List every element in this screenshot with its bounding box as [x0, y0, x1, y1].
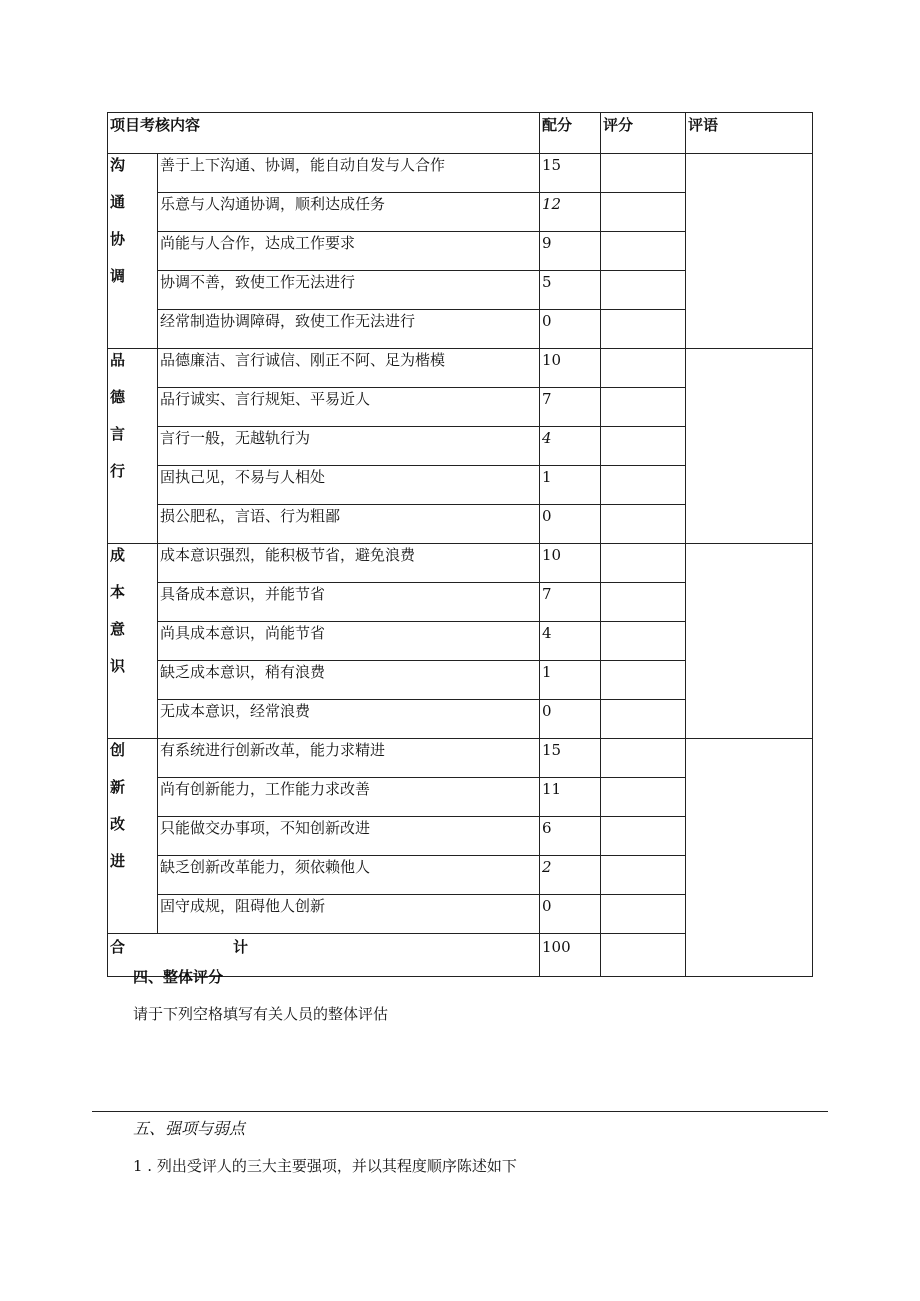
score-input-cell[interactable] — [601, 700, 686, 739]
points-cell: 10 — [540, 349, 601, 388]
evaluation-table — [107, 112, 813, 977]
header-item: 项目考核内容 — [108, 113, 540, 154]
score-input-cell[interactable] — [601, 661, 686, 700]
criterion-description: 损公肥私，言语、行为粗鄙 — [158, 505, 540, 544]
category-char: 进 — [110, 852, 126, 870]
score-input-cell[interactable] — [601, 739, 686, 778]
category-char: 沟 — [110, 156, 126, 174]
section-4-title: 四、整体评分 — [133, 968, 224, 986]
category-char: 新 — [110, 778, 126, 796]
points-cell: 1 — [540, 661, 601, 700]
criterion-description: 固执己见，不易与人相处 — [158, 466, 540, 505]
criterion-description: 经常制造协调障碍，致使工作无法进行 — [158, 310, 540, 349]
table-row — [108, 544, 813, 583]
score-input-cell[interactable] — [601, 427, 686, 466]
section-5-title: 五、强项与弱点 — [133, 1119, 246, 1138]
score-input-cell[interactable] — [601, 895, 686, 934]
header-score: 评分 — [601, 113, 686, 154]
total-label-left: 合 — [110, 938, 126, 956]
header-comment: 评语 — [686, 113, 813, 154]
points-cell: 2 — [540, 856, 601, 895]
points-cell: 5 — [540, 271, 601, 310]
table-row — [108, 349, 813, 388]
category-char: 本 — [110, 583, 126, 601]
category-char: 成 — [110, 546, 126, 564]
criterion-description: 尚具成本意识，尚能节省 — [158, 622, 540, 661]
criterion-description: 缺乏成本意识，稍有浪费 — [158, 661, 540, 700]
points-cell: 10 — [540, 544, 601, 583]
category-char: 意 — [110, 620, 126, 638]
score-input-cell[interactable] — [601, 505, 686, 544]
points-cell: 6 — [540, 817, 601, 856]
points-cell: 1 — [540, 466, 601, 505]
criterion-description: 只能做交办事项，不知创新改进 — [158, 817, 540, 856]
points-cell: 4 — [540, 622, 601, 661]
category-char: 德 — [110, 388, 126, 406]
points-cell: 0 — [540, 505, 601, 544]
score-input-cell[interactable] — [601, 817, 686, 856]
score-input-cell[interactable] — [601, 388, 686, 427]
section-5-item-1: 1 . 列出受评人的三大主要强项，并以其程度顺序陈述如下 — [133, 1157, 517, 1175]
criterion-description: 成本意识强烈，能积极节省，避免浪费 — [158, 544, 540, 583]
category-label — [108, 349, 158, 544]
points-cell: 7 — [540, 388, 601, 427]
table-row — [108, 154, 813, 193]
criterion-description: 品德廉洁、言行诚信、刚正不阿、足为楷模 — [158, 349, 540, 388]
score-input-cell[interactable] — [601, 466, 686, 505]
criterion-description: 尚能与人合作，达成工作要求 — [158, 232, 540, 271]
comment-cell[interactable] — [686, 739, 813, 977]
criterion-description: 善于上下沟通、协调，能自动自发与人合作 — [158, 154, 540, 193]
points-cell: 4 — [540, 427, 601, 466]
points-cell: 7 — [540, 583, 601, 622]
category-char: 品 — [110, 351, 126, 369]
category-char: 调 — [110, 267, 126, 285]
comment-cell[interactable] — [686, 544, 813, 739]
category-label — [108, 739, 158, 934]
category-label — [108, 154, 158, 349]
total-label-right: 计 — [233, 938, 249, 956]
criterion-description: 品行诚实、言行规矩、平易近人 — [158, 388, 540, 427]
category-char: 协 — [110, 230, 126, 248]
category-label — [108, 544, 158, 739]
points-cell: 15 — [540, 154, 601, 193]
criterion-description: 固守成规，阻碍他人创新 — [158, 895, 540, 934]
divider-line — [92, 1111, 828, 1112]
criterion-description: 具备成本意识，并能节省 — [158, 583, 540, 622]
points-cell: 0 — [540, 700, 601, 739]
score-input-cell[interactable] — [601, 154, 686, 193]
criterion-description: 有系统进行创新改革，能力求精进 — [158, 739, 540, 778]
criterion-description: 言行一般，无越轨行为 — [158, 427, 540, 466]
table-row — [108, 739, 813, 778]
score-input-cell[interactable] — [601, 622, 686, 661]
score-input-cell[interactable] — [601, 544, 686, 583]
category-char: 言 — [110, 425, 126, 443]
score-input-cell[interactable] — [601, 349, 686, 388]
score-input-cell[interactable] — [601, 271, 686, 310]
category-char: 行 — [110, 462, 126, 480]
comment-cell[interactable] — [686, 349, 813, 544]
category-char: 通 — [110, 193, 126, 211]
score-input-cell[interactable] — [601, 856, 686, 895]
category-char: 改 — [110, 815, 126, 833]
points-cell: 0 — [540, 895, 601, 934]
score-input-cell[interactable] — [601, 310, 686, 349]
criterion-description: 协调不善，致使工作无法进行 — [158, 271, 540, 310]
comment-cell[interactable] — [686, 154, 813, 349]
category-char: 创 — [110, 741, 126, 759]
total-points: 100 — [540, 934, 601, 977]
header-points: 配分 — [540, 113, 601, 154]
score-input-cell[interactable] — [601, 232, 686, 271]
section-4-instruction: 请于下列空格填写有关人员的整体评估 — [133, 1005, 389, 1023]
criterion-description: 乐意与人沟通协调，顺利达成任务 — [158, 193, 540, 232]
points-cell: 11 — [540, 778, 601, 817]
criterion-description: 缺乏创新改革能力，须依赖他人 — [158, 856, 540, 895]
table-header-row — [108, 113, 813, 154]
total-score-cell[interactable] — [601, 934, 686, 977]
points-cell: 9 — [540, 232, 601, 271]
points-cell: 15 — [540, 739, 601, 778]
points-cell: 0 — [540, 310, 601, 349]
category-char: 识 — [110, 657, 126, 675]
criterion-description: 尚有创新能力，工作能力求改善 — [158, 778, 540, 817]
score-input-cell[interactable] — [601, 193, 686, 232]
score-input-cell[interactable] — [601, 778, 686, 817]
score-input-cell[interactable] — [601, 583, 686, 622]
points-cell: 12 — [540, 193, 601, 232]
criterion-description: 无成本意识，经常浪费 — [158, 700, 540, 739]
